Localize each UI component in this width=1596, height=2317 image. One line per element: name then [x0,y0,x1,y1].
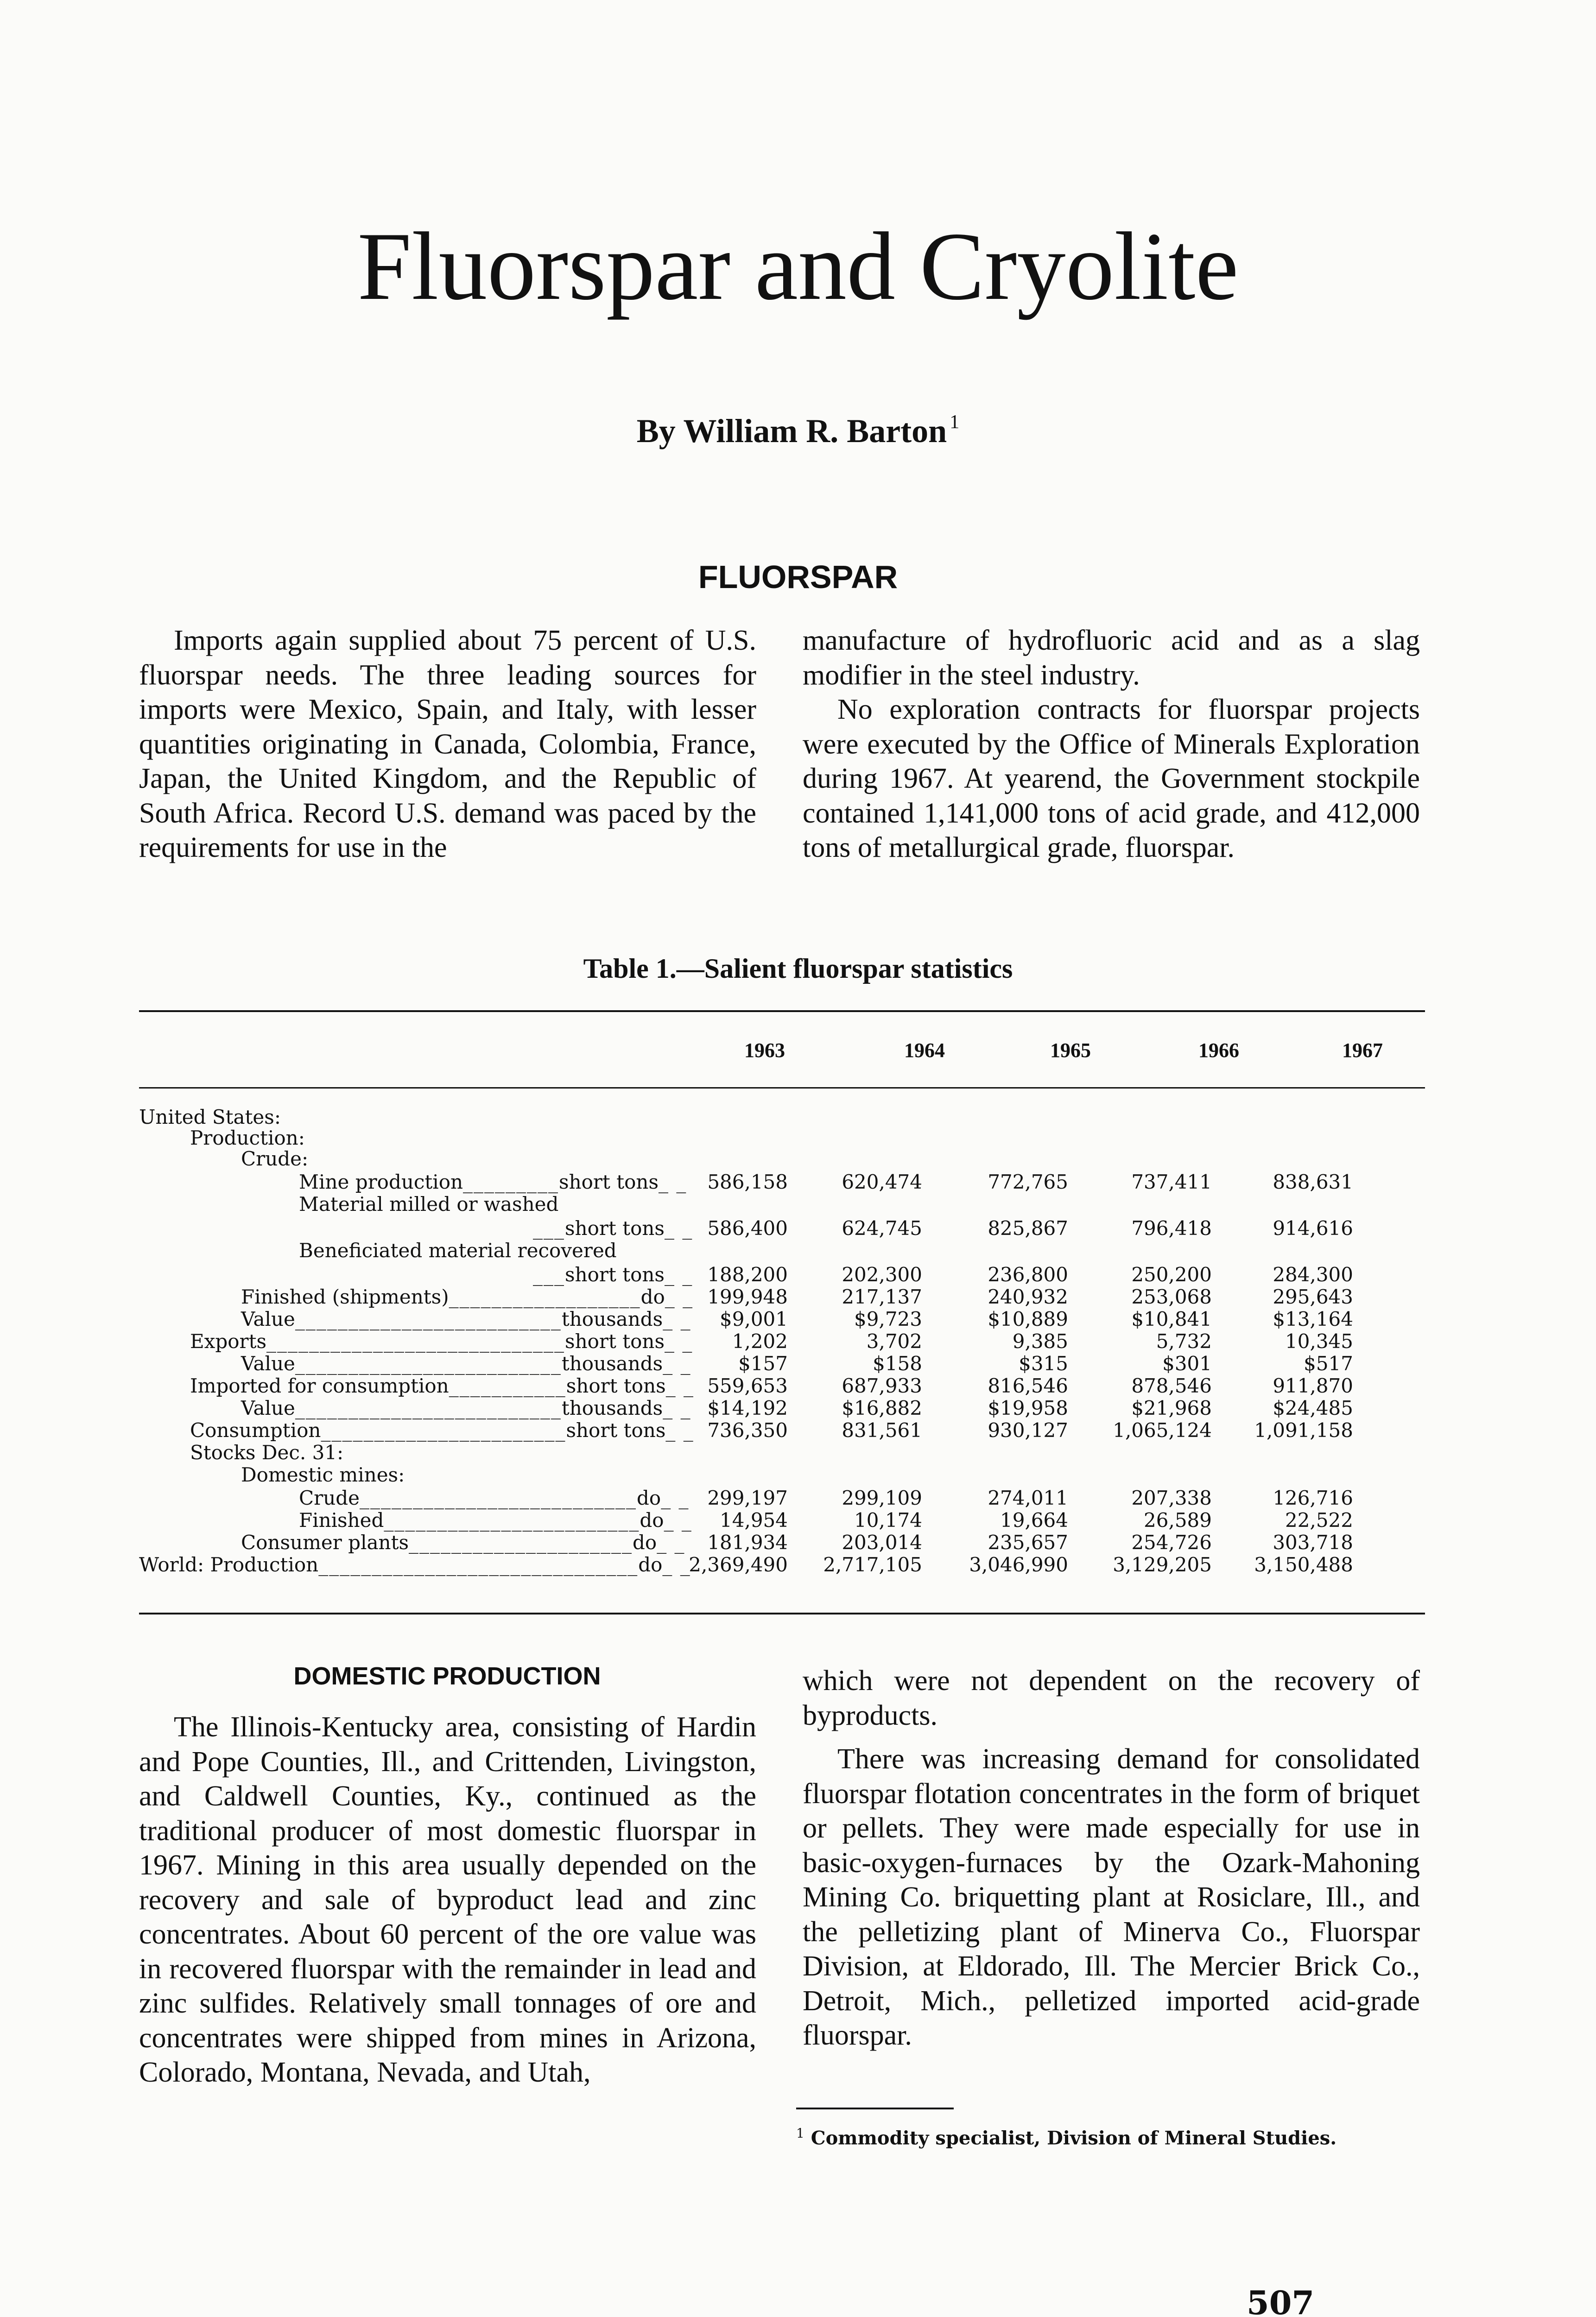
table-cell: 253,068 [1131,1285,1212,1308]
table-cell: $315 [1019,1352,1068,1375]
table-cell: 930,127 [988,1419,1068,1442]
footnote-text: Commodity specialist, Division of Mineral Studies. [811,2127,1337,2149]
row-label-text: Crude [299,1487,360,1509]
table-cell: $9,001 [720,1308,788,1330]
table-cell: 240,932 [988,1285,1068,1308]
table-cell: 3,046,990 [969,1553,1068,1576]
table-cell: $19,958 [988,1397,1068,1419]
table-cell: 10,174 [854,1509,922,1532]
table-cell: $21,968 [1131,1397,1212,1419]
table-header-rule [139,1087,1425,1089]
row-unit: short tons [565,1330,665,1353]
leader-dots-tail: _ _ [665,1285,694,1308]
leader-dots: _______________________ [321,1419,566,1442]
table-cell: 586,158 [707,1171,788,1193]
table-cell: 10,345 [1285,1330,1353,1353]
year-header: 1967 [1342,1039,1383,1062]
table-cell: $158 [873,1352,922,1375]
row-unit: do [637,1487,661,1509]
row-label-text: Consumer plants [241,1531,409,1554]
table-cell: 1,091,158 [1254,1419,1353,1442]
leader-dots: ___________ [449,1374,566,1397]
leader-dots: _________________________ [295,1308,562,1330]
table-cell: $301 [1162,1352,1212,1375]
table-cell: 1,202 [732,1330,788,1353]
row-label-text: World: Production [139,1553,319,1576]
author-name: By William R. Barton [636,412,947,449]
row-label-text: Consumption [190,1419,321,1442]
table-cell: 199,948 [707,1285,788,1308]
domestic-right-column [803,1664,1420,2053]
row-label-text: Imported for consumption [190,1374,449,1397]
table-row-label [139,1128,834,1148]
footnote-number: 1 [796,2126,804,2141]
row-unit: short tons [566,1419,666,1442]
leader-dots-tail: _ _ [664,1217,693,1240]
table-cell: 126,716 [1273,1487,1353,1509]
article-title: Fluorspar and Cryolite [357,213,1239,320]
row-unit: do [640,1285,665,1308]
table-cell: 624,745 [842,1217,922,1240]
row-unit: thousands [561,1308,663,1330]
table-cell: 559,653 [707,1374,788,1397]
table-cell: $9,723 [854,1308,922,1330]
row-unit: do [638,1553,663,1576]
table-cell: 207,338 [1131,1487,1212,1509]
table-title: Table 1.—Salient fluorspar statistics [583,953,1013,984]
row-unit: do [633,1531,657,1554]
leader-dots-tail: _ _ [665,1330,693,1353]
leader-dots-tail: _ _ [661,1487,690,1509]
row-label-text: Beneficiated material recovered [299,1239,617,1262]
leader-dots-tail: _ _ [659,1171,687,1193]
leader-dots: _________________________ [295,1352,562,1375]
leader-dots: ___ [533,1263,565,1286]
table-bottom-rule [139,1613,1425,1614]
intro-paragraph-1: manufacture of hydrofluoric acid and as a slag modifier in the steel industry. [803,625,1420,691]
leader-dots-tail: _ _ [664,1263,693,1286]
table-row-label [139,1241,834,1260]
leader-dots-tail: _ _ [663,1397,691,1419]
row-unit: short tons [565,1263,665,1286]
table-cell: 236,800 [988,1263,1068,1286]
row-label-text: United States: [139,1106,281,1128]
year-header: 1964 [904,1039,945,1062]
row-label-text: Production: [190,1127,305,1149]
leader-dots-tail: _ _ [665,1374,695,1397]
table-cell: 254,726 [1131,1531,1212,1554]
leader-dots: _________ [463,1171,559,1193]
leader-dots-tail: _ _ [665,1419,694,1442]
table-row-label [139,1195,834,1214]
leader-dots: ___ [533,1217,565,1240]
subsection-heading: DOMESTIC PRODUCTION [293,1662,601,1690]
domestic-paragraph-1: which were not dependent on the recovery of byproducts. [803,1665,1420,1731]
table-cell: 295,643 [1273,1285,1353,1308]
row-unit: do [640,1509,664,1532]
row-unit: short tons [565,1217,665,1240]
table-cell: 188,200 [707,1263,788,1286]
row-label-text: Mine production [299,1171,463,1193]
table-cell: 878,546 [1131,1374,1212,1397]
row-label-text: Crude: [241,1147,309,1170]
table-cell: $157 [738,1352,788,1375]
table-cell: 736,350 [707,1419,788,1442]
table-top-rule [139,1010,1425,1012]
table-cell: 2,717,105 [823,1553,922,1576]
table-cell: 2,369,490 [689,1553,788,1576]
intro-paragraph-2: No exploration contracts for fluorspar projects were executed by the Office of Minerals Exploration during 1967. At yearend, the Government stockpile contained 1,141,000 tons of acid grade, and 412,000 tons of metallurgical grade, fluorspar. [803,694,1420,863]
table-cell: 586,400 [707,1217,788,1240]
row-label-text: Exports [190,1330,267,1353]
table-cell: 3,150,488 [1254,1553,1353,1576]
row-label-text: Value [241,1308,295,1330]
table-cell: 914,616 [1273,1217,1353,1240]
table-cell: 831,561 [842,1419,922,1442]
table-cell: $10,841 [1131,1308,1212,1330]
page-number: 507 [1247,2284,1315,2317]
intro-right-column [803,623,1420,865]
intro-left-column: Imports again supplied about 75 percent of U.S. fluorspar needs. The three leading sources for imports were Mexico, Spain, and Italy, with lesser quantities originating in Canada, Colombia, France, Japan, the United Kingdom, and the Republic of South Africa. Record U.S. demand was paced by the requirements for use in the [139,625,756,863]
table-row-label [139,1443,834,1462]
table-cell: 620,474 [842,1171,922,1193]
row-unit: thousands [561,1397,663,1419]
table-row-label [139,1465,834,1485]
leader-dots: ________________________ [384,1509,640,1532]
table-cell: $10,889 [988,1308,1068,1330]
domestic-paragraph-2: There was increasing demand for consolidated fluorspar flotation concentrates in the form of briquet or pellets. They were made especially for use in basic-oxygen-furnaces by the Ozark-Mahoning Mining Co. briquetting plant at Rosiclare, Ill., and the pelletizing plant of Minerva Co., Fluorspar Division, at Eldorado, Ill. The Mercier Brick Co., Detroit, Mich., pelletized imported acid-grade fluorspar. [803,1743,1420,2051]
table-cell: $517 [1304,1352,1353,1375]
table-cell: 274,011 [988,1487,1068,1509]
table-cell: 816,546 [988,1374,1068,1397]
table-cell: 687,933 [842,1374,922,1397]
table-cell: $13,164 [1273,1308,1353,1330]
table-cell: 5,732 [1156,1330,1212,1353]
row-unit: short tons [559,1171,659,1193]
leader-dots-tail: _ _ [663,1352,691,1375]
table-cell: $14,192 [707,1397,788,1419]
table-cell: 796,418 [1131,1217,1212,1240]
table-cell: 202,300 [842,1263,922,1286]
footnote-rule [796,2108,954,2109]
table-cell: 3,702 [866,1330,922,1353]
table-cell: 772,765 [988,1171,1068,1193]
leader-dots: ______________________________ [318,1553,639,1576]
table-cell: $24,485 [1273,1397,1353,1419]
year-header: 1965 [1050,1039,1091,1062]
leader-dots-tail: _ _ [663,1308,691,1330]
table-cell: 284,300 [1273,1263,1353,1286]
leader-dots-tail: _ _ [664,1509,692,1532]
leader-dots: ____________________________ [266,1330,565,1353]
year-header: 1963 [744,1039,785,1062]
table-cell: 235,657 [988,1531,1068,1554]
table-cell: 911,870 [1273,1374,1353,1397]
row-label-text: Value [241,1352,295,1375]
table-cell: 14,954 [720,1509,788,1532]
footnote [796,2122,1419,2149]
table-cell: 217,137 [842,1285,922,1308]
leader-dots: __________________ [449,1285,641,1308]
year-header: 1966 [1198,1039,1239,1062]
row-label-text: Value [241,1397,295,1419]
section-heading: FLUORSPAR [698,559,898,595]
table-cell: 26,589 [1144,1509,1212,1532]
table-cell: 825,867 [988,1217,1068,1240]
table-cell: $16,882 [842,1397,922,1419]
row-label-text: Domestic mines: [241,1463,405,1486]
table-cell: 22,522 [1285,1509,1353,1532]
table-row-label [139,1149,834,1169]
table-cell: 19,664 [1000,1509,1068,1532]
row-label-text: Finished [299,1509,384,1532]
domestic-left-column: The Illinois-Kentucky area, consisting of Hardin and Pope Counties, Ill., and Crittenden, Livingston, and Caldwell Counties, Ky., continued as the traditional producer of most domestic fluorspar in 1967. Mining in this area usually depended on the recovery and sale of byproduct lead and zinc concentrates. About 60 percent of the ore value was in recovered fluorspar with the remainder in lead and zinc sulfides. Relatively small tonnages of ore and concentrates were shipped from mines in Arizona, Colorado, Montana, Nevada, and Utah, [139,1711,756,2088]
table-cell: 838,631 [1273,1171,1353,1193]
table-cell: 203,014 [842,1531,922,1554]
footnote-marker: 1 [950,411,960,433]
row-unit: short tons [566,1374,666,1397]
leader-dots: __________________________ [360,1487,637,1509]
row-label-text: Finished (shipments) [241,1285,449,1308]
table-cell: 299,109 [842,1487,922,1509]
table-cell: 1,065,124 [1113,1419,1212,1442]
table-cell: 737,411 [1131,1171,1212,1193]
table-cell: 250,200 [1131,1263,1212,1286]
table-cell: 299,197 [707,1487,788,1509]
row-label-text: Stocks Dec. 31: [190,1441,344,1464]
author-byline [0,412,1596,448]
table-cell: 3,129,205 [1113,1553,1212,1576]
table-cell: 9,385 [1012,1330,1068,1353]
table-cell: 181,934 [707,1531,788,1554]
leader-dots: _________________________ [295,1397,562,1419]
row-unit: thousands [561,1352,663,1375]
leader-dots-tail: _ _ [657,1531,685,1554]
leader-dots: _____________________ [409,1531,633,1554]
table-row-label [139,1108,834,1127]
table-cell: 303,718 [1273,1531,1353,1554]
row-label-text: Material milled or washed [299,1193,559,1215]
leader-dots-tail: _ _ [662,1553,691,1576]
